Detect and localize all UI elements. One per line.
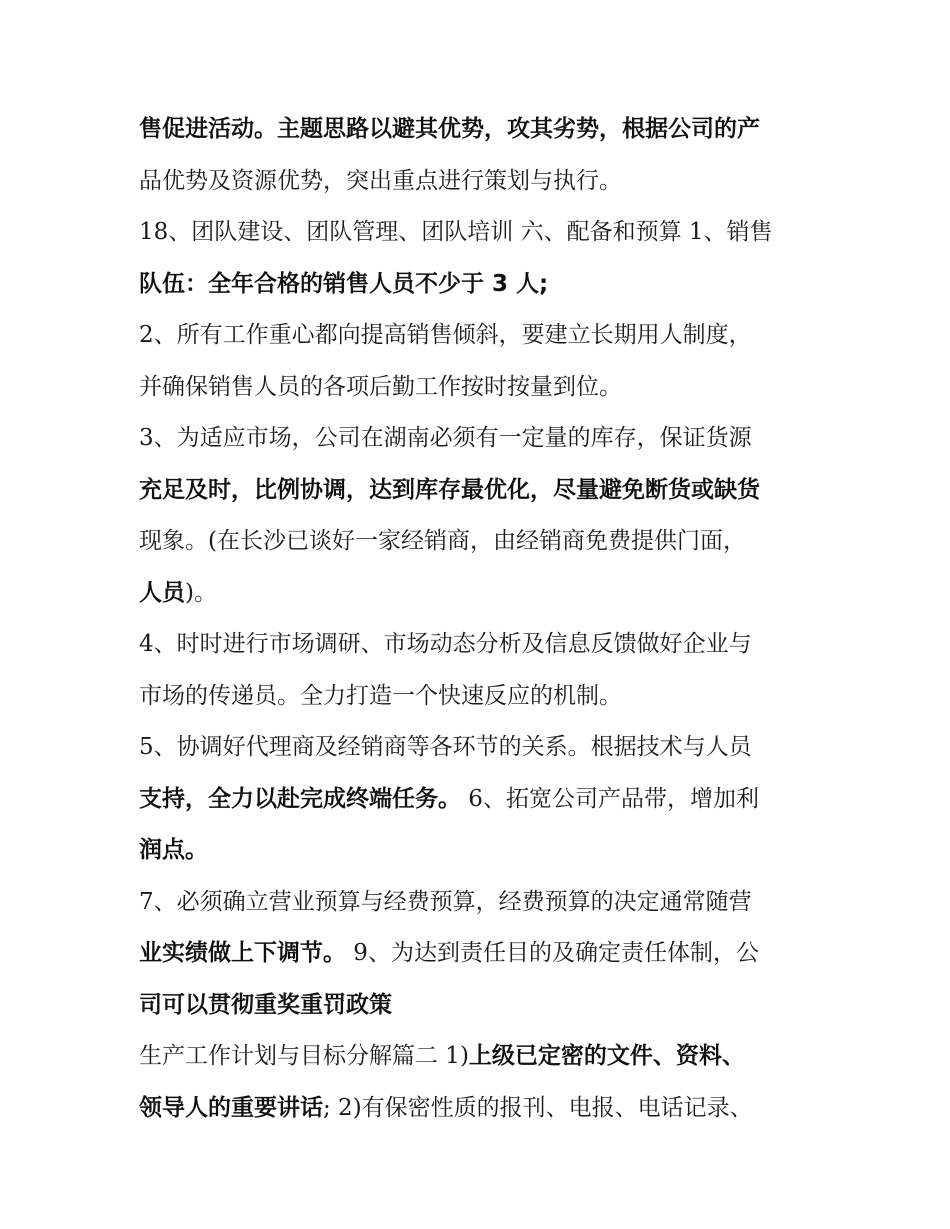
text-segment: 队伍：全年合格的销售人员不少于 3 人; (139, 270, 549, 297)
text-segment: 市场的传递员。全力打造一个快速反应的机制。 (139, 682, 622, 709)
text-segment: 司可以贯彻重奖重罚政策 (139, 991, 392, 1018)
text-line (139, 928, 829, 980)
text-segment: ; 2)有保密性质的报刊、电报、电话记录、 (323, 1094, 753, 1121)
text-line (139, 207, 829, 259)
text-line (139, 619, 829, 671)
text-segment: 7、必须确立营业预算与经费预算，经费预算的决定通常随营 (139, 888, 752, 915)
text-line (139, 671, 829, 723)
text-segment: 4、时时进行市场调研、市场动态分析及信息反馈做好企业与 (139, 631, 752, 657)
text-segment: 充足及时，比例协调，达到库存最优化，尽量避免断货或缺货 (139, 476, 760, 503)
text-line (139, 362, 829, 414)
text-segment: 上级已定密的文件、资料、 (468, 1043, 745, 1069)
text-line (139, 104, 829, 156)
text-segment: 3、为适应市场，公司在湖南必须有一定量的库存，保证货源 (139, 425, 752, 451)
text-segment: 5、协调好代理商及经销商等各环节的关系。根据技术与人员 (139, 734, 752, 760)
document-body (139, 104, 829, 1134)
text-line (139, 980, 829, 1032)
text-segment: 业实绩做上下调节。 (139, 940, 346, 966)
text-line (139, 1031, 829, 1083)
text-segment: 现象。(在长沙已谈好一家经销商，由经销商免费提供门面， (139, 528, 746, 554)
text-line (139, 156, 829, 208)
text-line (139, 465, 829, 517)
text-line (139, 413, 829, 465)
text-line (139, 568, 829, 620)
text-segment: )。 (185, 579, 217, 606)
text-line (139, 310, 829, 362)
text-line (139, 722, 829, 774)
text-line (139, 516, 829, 568)
text-line (139, 1083, 829, 1135)
text-line (139, 774, 829, 826)
text-segment: 人员 (139, 579, 185, 606)
text-segment: 6、拓宽公司产品带，增加利 (461, 785, 759, 812)
text-segment: 品优势及资源优势，突出重点进行策划与执行。 (139, 167, 622, 194)
text-line (139, 825, 829, 877)
text-segment: 支持，全力以赴完成终端任务。 (139, 785, 461, 812)
text-segment: 润点。 (139, 837, 208, 863)
text-segment: 并确保销售人员的各项后勤工作按时按量到位。 (139, 373, 622, 400)
text-segment: 售促进活动。主题思路以避其优势，攻其劣势，根据公司的产 (139, 116, 760, 142)
text-segment: 生产工作计划与目标分解篇二 1) (139, 1043, 469, 1069)
text-line (139, 259, 829, 311)
text-segment: 9、为达到责任目的及确定责任体制，公 (346, 940, 759, 966)
text-segment: 2、所有工作重心都向提高销售倾斜，要建立长期用人制度， (139, 322, 752, 348)
text-line (139, 877, 829, 929)
text-segment: 领导人的重要讲话 (139, 1094, 323, 1121)
text-segment: 18、团队建设、团队管理、团队培训 六、配备和预算 1、销售 (139, 219, 773, 245)
